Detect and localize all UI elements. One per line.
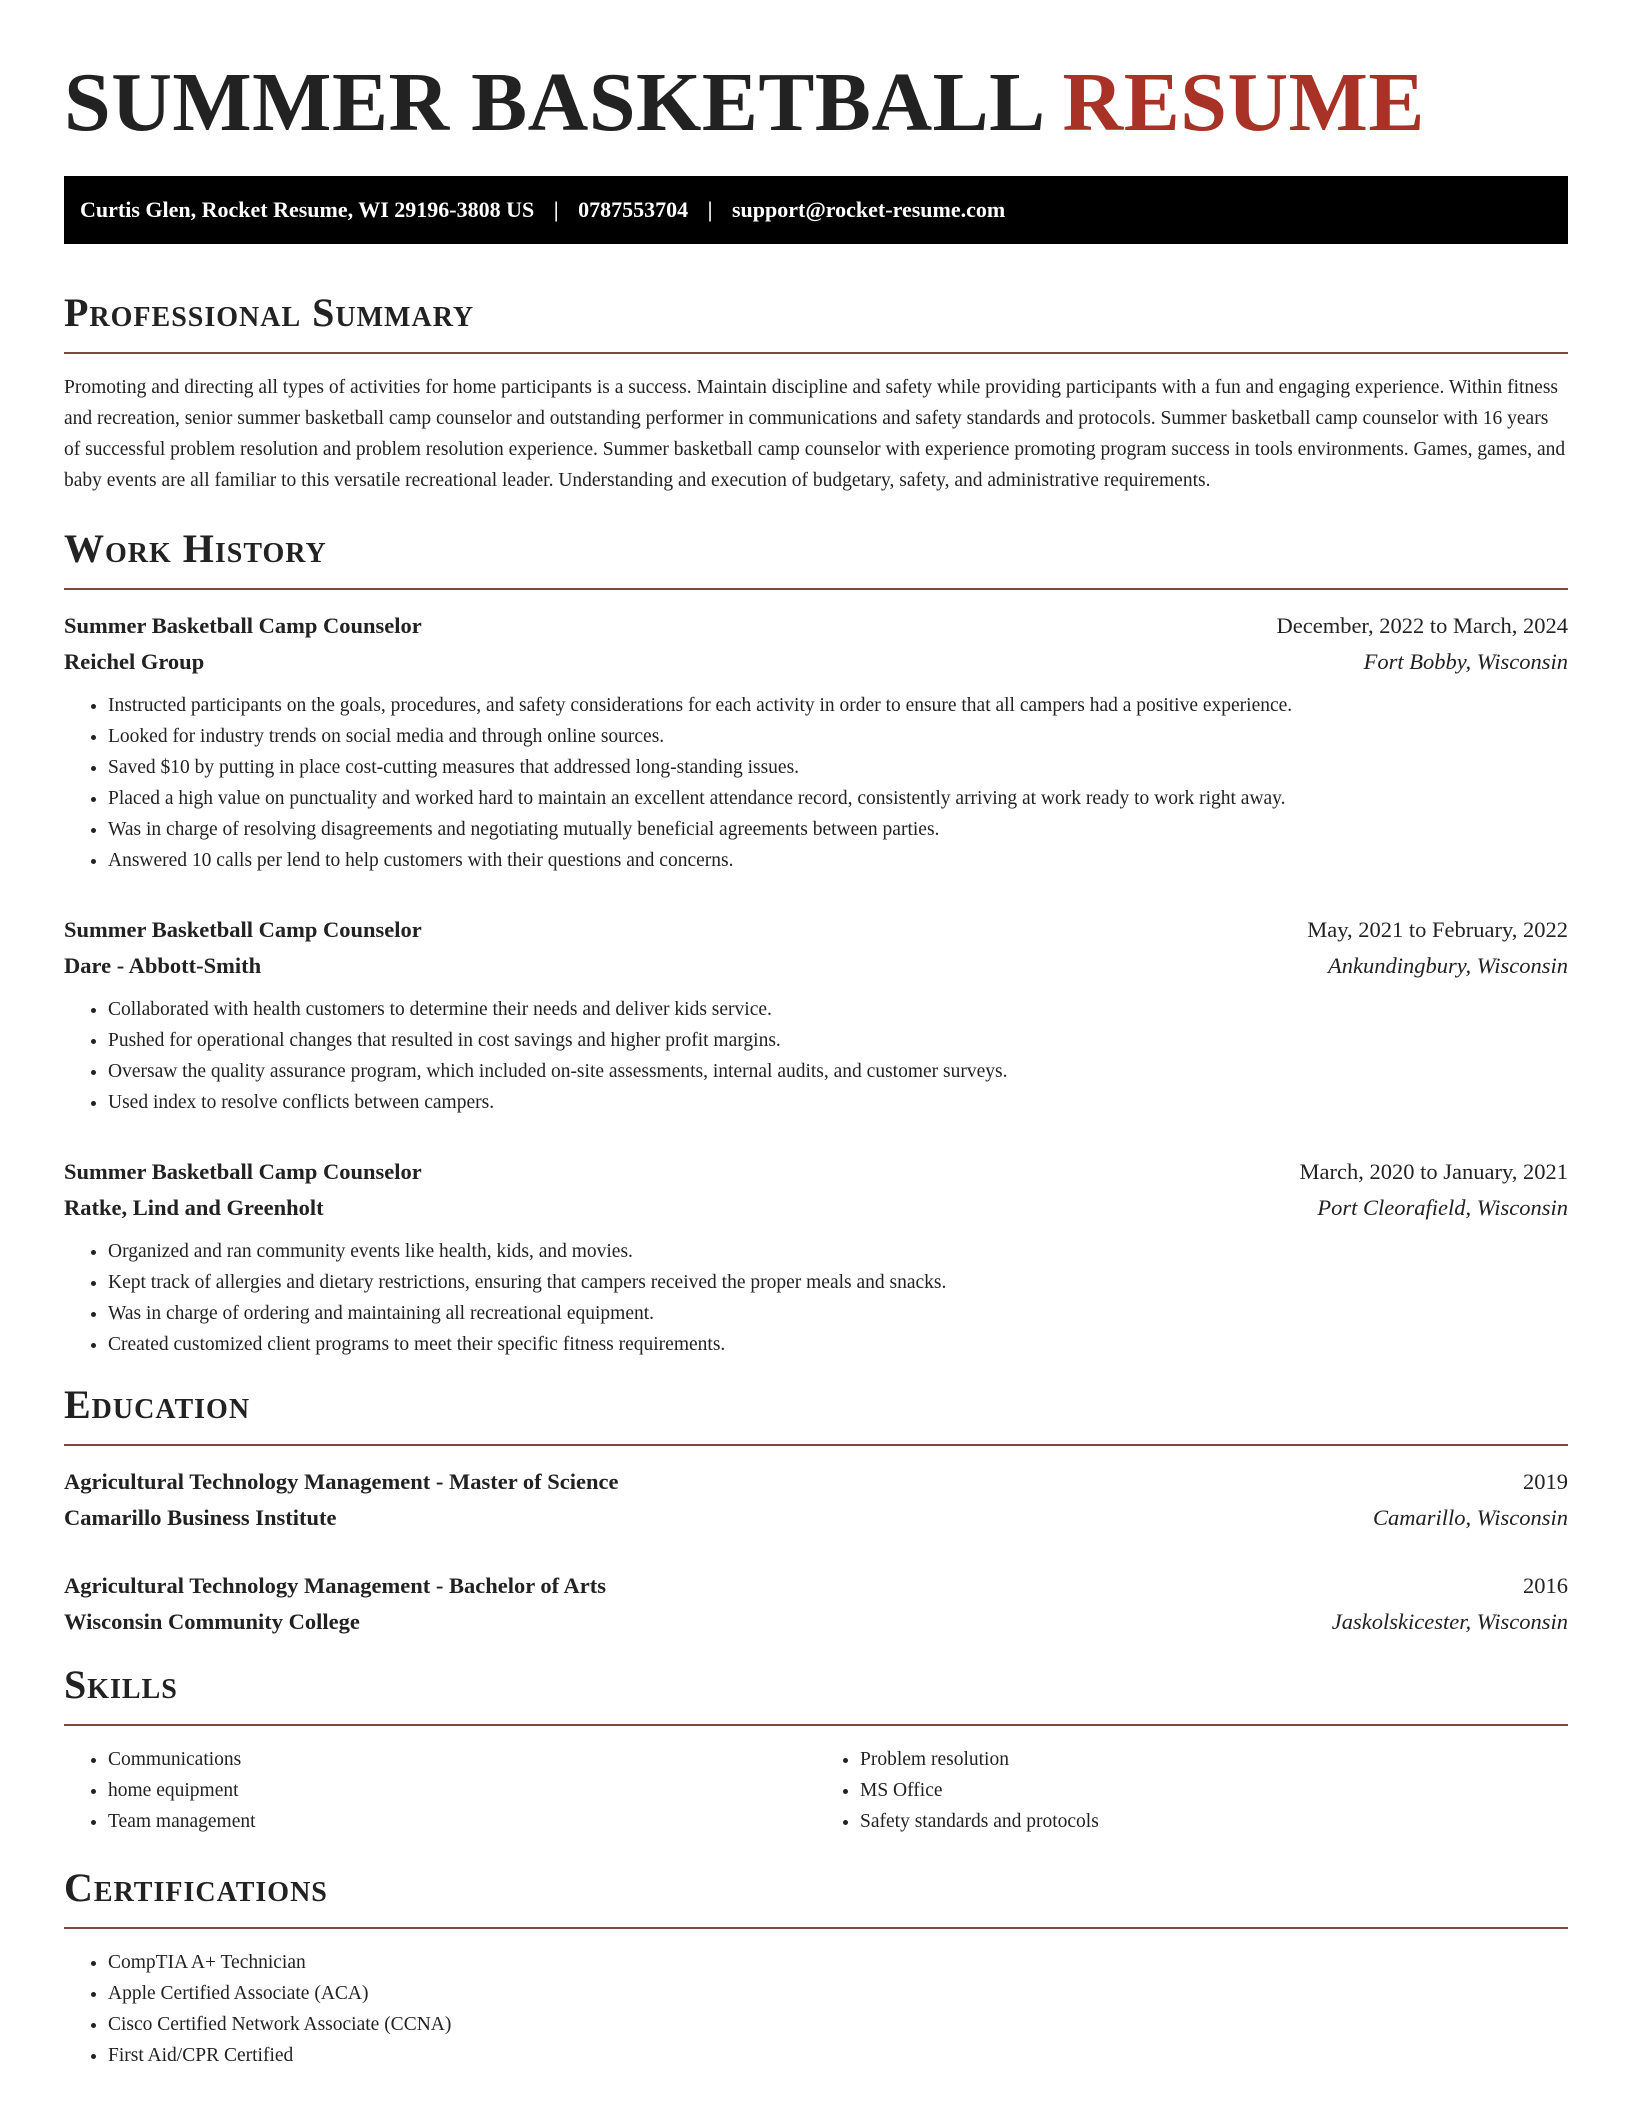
skill-item: • Problem resolution xyxy=(860,1744,1568,1775)
section-divider xyxy=(64,1927,1568,1929)
education-school: Camarillo Business Institute xyxy=(64,1505,337,1530)
certifications-list xyxy=(64,1947,1568,2071)
title-accent: RESUME xyxy=(1062,56,1425,149)
job-bullets xyxy=(64,1236,1568,1360)
job-bullet: • Saved $10 by putting in place cost-cutting measures that addressed long-standing issues. xyxy=(108,752,1568,783)
education-school-row xyxy=(64,1604,1568,1640)
education-year: 2019 xyxy=(1523,1469,1568,1494)
contact-phone: 0787553704 xyxy=(578,197,689,222)
education-section xyxy=(64,1380,1568,1640)
skills-grid xyxy=(64,1744,1568,1837)
job-header-row xyxy=(64,912,1568,948)
section-divider xyxy=(64,1724,1568,1726)
skill-item: • MS Office xyxy=(860,1775,1568,1806)
skill-item: • home equipment xyxy=(108,1775,816,1806)
job-company: Reichel Group xyxy=(64,649,205,674)
job-bullet: • Was in charge of resolving disagreements and negotiating mutually beneficial agreements between parties. xyxy=(108,814,1568,845)
resume-page xyxy=(64,50,1568,2071)
job-entry xyxy=(64,1154,1568,1360)
job-location: Ankundingbury, Wisconsin xyxy=(1328,953,1568,978)
certification-item: • CompTIA A+ Technician xyxy=(108,1947,1568,1978)
job-bullet: • Placed a high value on punctuality and worked hard to maintain an excellent attendance record, consistently arriving at work ready to work right away. xyxy=(108,783,1568,814)
job-company: Ratke, Lind and Greenholt xyxy=(64,1195,324,1220)
job-location: Port Cleorafield, Wisconsin xyxy=(1317,1195,1568,1220)
resume-title xyxy=(64,50,1568,156)
skills-list-left xyxy=(64,1744,816,1837)
job-bullet: • Pushed for operational changes that resulted in cost savings and higher profit margins. xyxy=(108,1025,1568,1056)
job-bullets xyxy=(64,690,1568,876)
education-degree-row xyxy=(64,1568,1568,1604)
section-divider xyxy=(64,1444,1568,1446)
contact-separator: | xyxy=(707,197,713,222)
job-bullet: • Instructed participants on the goals, procedures, and safety considerations for each activity in order to ensure that all campers had a positive experience. xyxy=(108,690,1568,721)
title-main: SUMMER BASKETBALL xyxy=(64,56,1042,149)
skill-item: • Team management xyxy=(108,1806,816,1837)
contact-bar xyxy=(64,176,1568,244)
job-bullet: • Was in charge of ordering and maintaining all recreational equipment. xyxy=(108,1298,1568,1329)
job-bullet: • Kept track of allergies and dietary restrictions, ensuring that campers received the proper meals and snacks. xyxy=(108,1267,1568,1298)
education-degree-row xyxy=(64,1464,1568,1500)
job-company-row xyxy=(64,1190,1568,1226)
work-heading: Work History xyxy=(64,526,327,571)
certifications-heading: Certifications xyxy=(64,1865,328,1910)
job-bullet: • Collaborated with health customers to determine their needs and deliver kids service. xyxy=(108,994,1568,1025)
section-divider xyxy=(64,588,1568,590)
section-divider xyxy=(64,352,1568,354)
job-bullet: • Oversaw the quality assurance program, which included on-site assessments, internal audits, and customer surveys. xyxy=(108,1056,1568,1087)
education-entry xyxy=(64,1568,1568,1640)
job-bullet: • Used index to resolve conflicts between campers. xyxy=(108,1087,1568,1118)
job-entry xyxy=(64,912,1568,1118)
summary-heading: Professional Summary xyxy=(64,290,475,335)
education-school-row xyxy=(64,1500,1568,1536)
job-bullet: • Organized and ran community events like health, kids, and movies. xyxy=(108,1236,1568,1267)
skill-item: • Communications xyxy=(108,1744,816,1775)
job-entry xyxy=(64,608,1568,876)
job-company-row xyxy=(64,948,1568,984)
education-year: 2016 xyxy=(1523,1573,1568,1598)
contact-email[interactable]: support@rocket-resume.com xyxy=(731,197,1006,222)
job-bullet: • Answered 10 calls per lend to help customers with their questions and concerns. xyxy=(108,845,1568,876)
education-degree: Agricultural Technology Management - Bachelor of Arts xyxy=(64,1573,607,1598)
job-header-row xyxy=(64,1154,1568,1190)
job-title: Summer Basketball Camp Counselor xyxy=(64,1159,422,1184)
work-section xyxy=(64,524,1568,1360)
skill-item: • Safety standards and protocols xyxy=(860,1806,1568,1837)
skills-heading: Skills xyxy=(64,1662,178,1707)
contact-separator: | xyxy=(553,197,559,222)
summary-text: Promoting and directing all types of activities for home participants is a success. Maintain discipline and safety while providing participants with a fun and engaging experience. Within fitness and recreation, senior summer basketball camp counselor and outstanding performer in communications and safety standards and protocols. Summer basketball camp counselor with 16 years of successful problem resolution and problem resolution experience. Summer basketball camp counselor with experience promoting program success in tools environments. Games, games, and baby events are all familiar to this versatile recreational leader. Understanding and execution of budgetary, safety, and administrative requirements. xyxy=(64,377,1566,491)
job-company-row xyxy=(64,644,1568,680)
job-location: Fort Bobby, Wisconsin xyxy=(1363,649,1568,674)
job-title: Summer Basketball Camp Counselor xyxy=(64,613,422,638)
skills-section xyxy=(64,1660,1568,1837)
education-location: Camarillo, Wisconsin xyxy=(1372,1505,1568,1530)
job-dates: May, 2021 to February, 2022 xyxy=(1307,917,1568,942)
job-header-row xyxy=(64,608,1568,644)
job-dates: March, 2020 to January, 2021 xyxy=(1299,1159,1568,1184)
education-degree: Agricultural Technology Management - Master of Science xyxy=(64,1469,619,1494)
education-heading: Education xyxy=(64,1382,251,1427)
job-bullet: • Looked for industry trends on social media and through online sources. xyxy=(108,721,1568,752)
education-school: Wisconsin Community College xyxy=(64,1609,360,1634)
certification-item: • Apple Certified Associate (ACA) xyxy=(108,1978,1568,2009)
job-dates: December, 2022 to March, 2024 xyxy=(1276,613,1568,638)
certifications-section xyxy=(64,1863,1568,2071)
certification-item: • First Aid/CPR Certified xyxy=(108,2040,1568,2071)
job-company: Dare - Abbott-Smith xyxy=(64,953,262,978)
job-title: Summer Basketball Camp Counselor xyxy=(64,917,422,942)
contact-address: Curtis Glen, Rocket Resume, WI 29196-3808 US xyxy=(80,197,535,222)
summary-section xyxy=(64,288,1568,496)
certification-item: • Cisco Certified Network Associate (CCNA) xyxy=(108,2009,1568,2040)
job-bullets xyxy=(64,994,1568,1118)
education-location: Jaskolskicester, Wisconsin xyxy=(1331,1609,1568,1634)
education-entry xyxy=(64,1464,1568,1536)
skills-list-right xyxy=(816,1744,1568,1837)
job-bullet: • Created customized client programs to meet their specific fitness requirements. xyxy=(108,1329,1568,1360)
